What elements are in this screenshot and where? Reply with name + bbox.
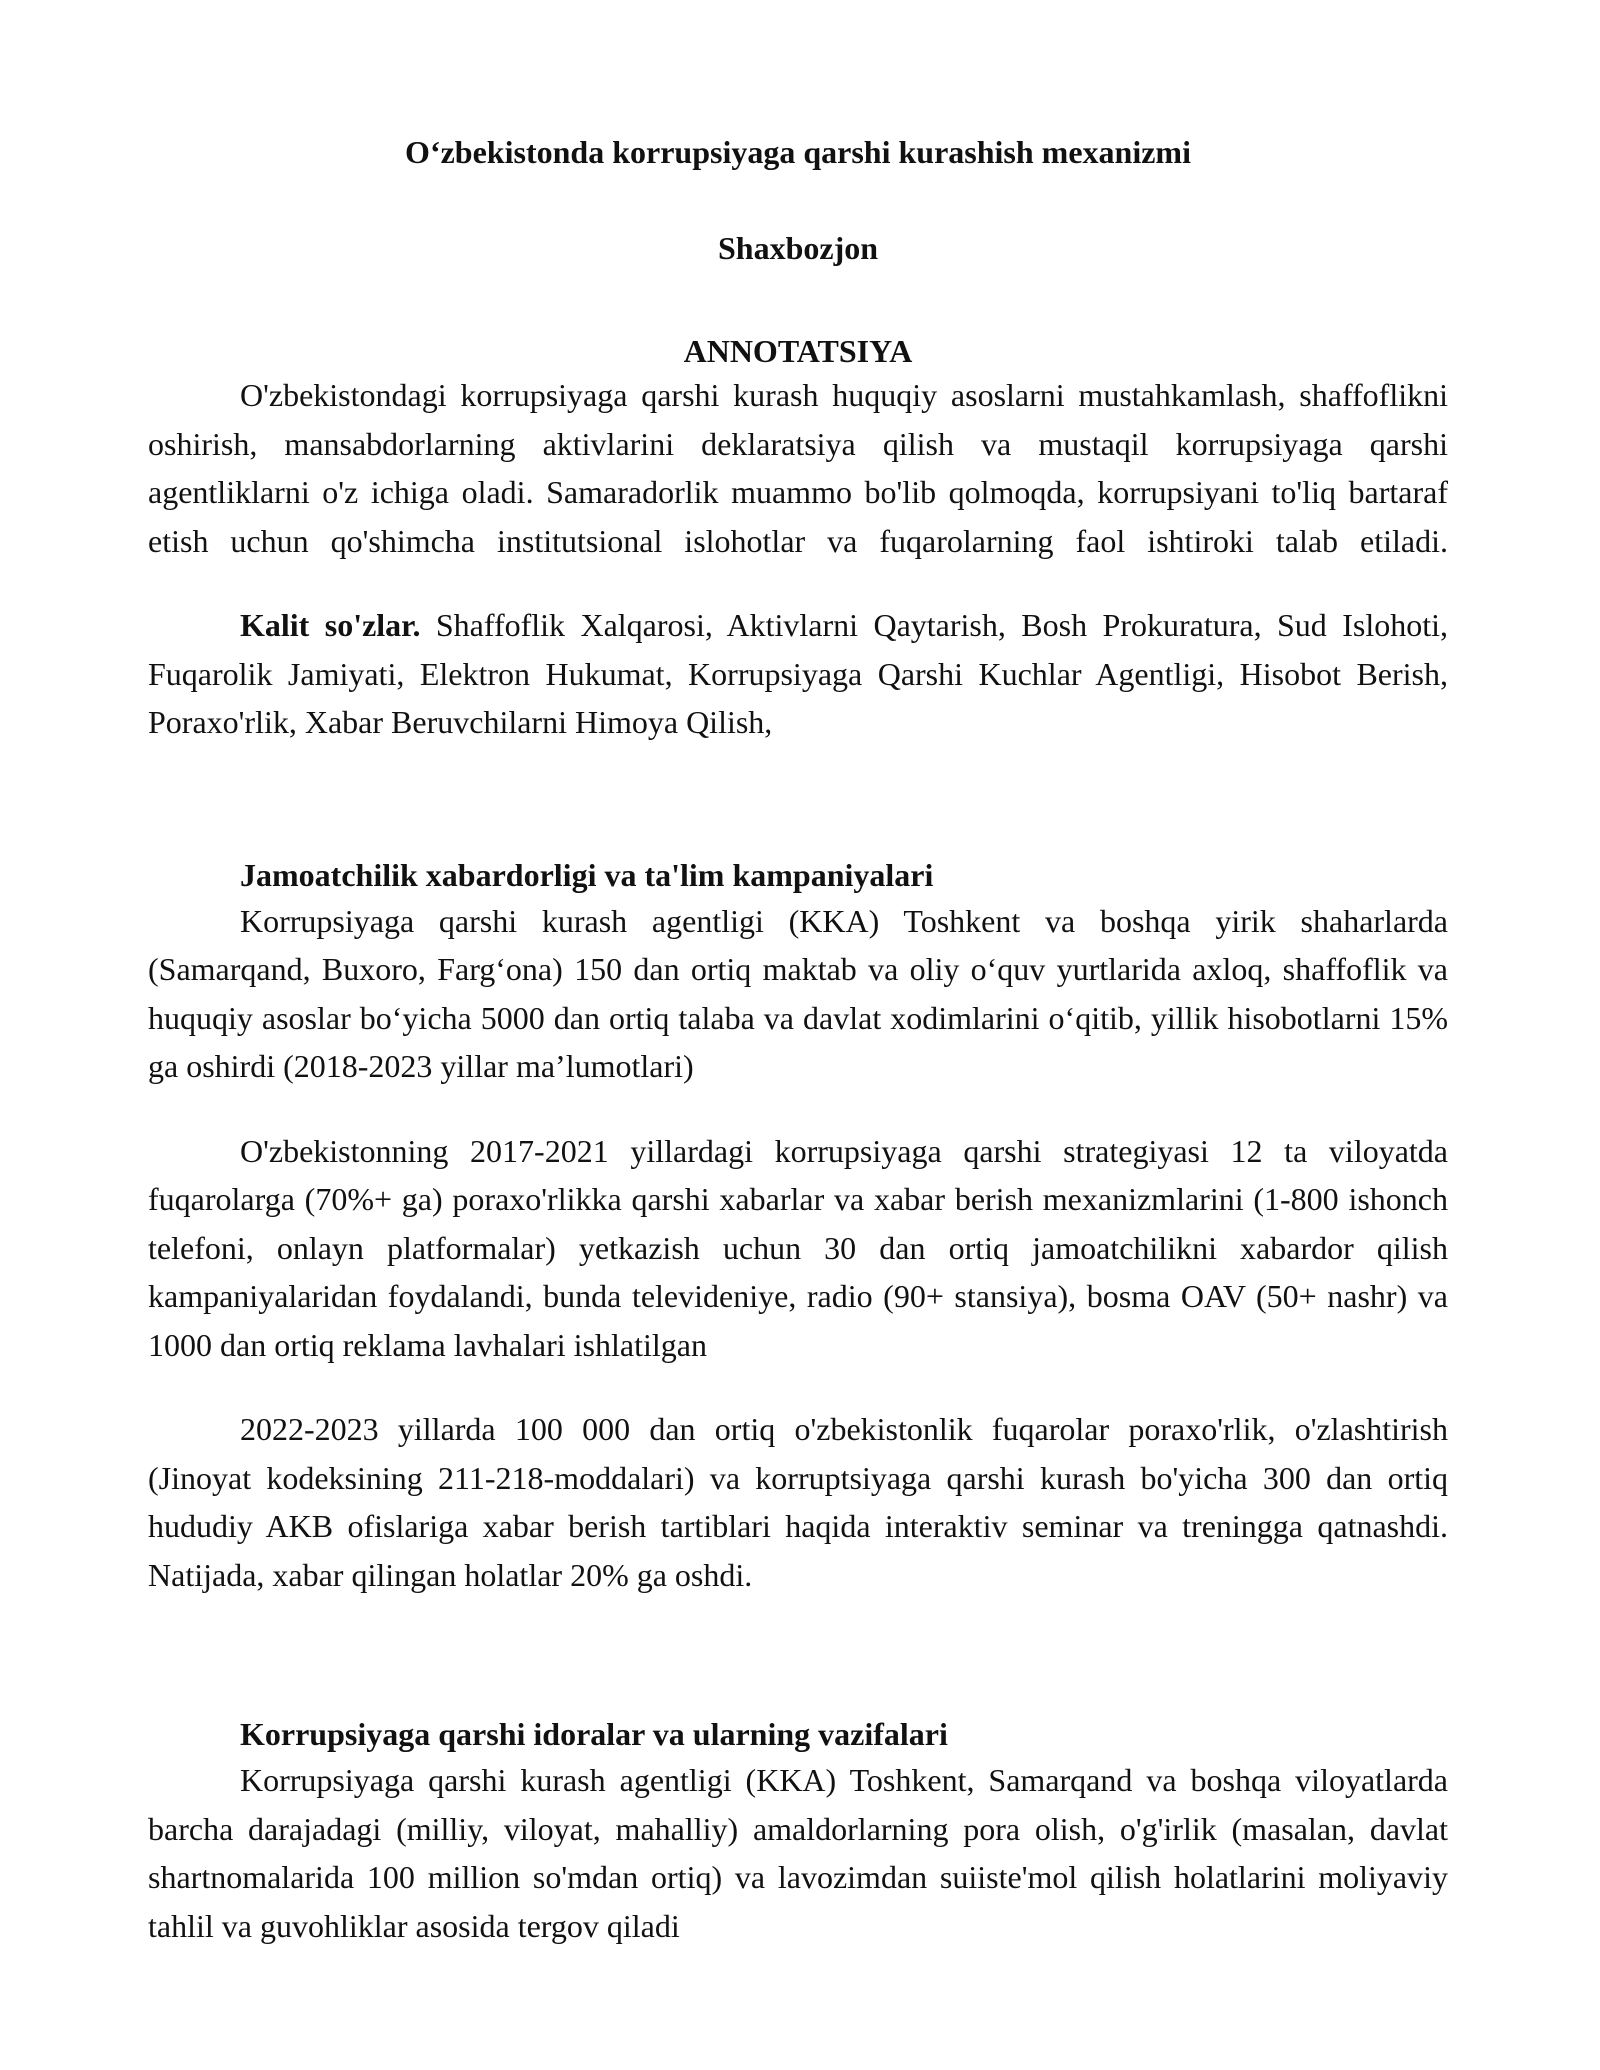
body-paragraph: Korrupsiyaga qarshi kurash agentligi (KKA) Toshkent, Samarqand va boshqa viloyatlarda barcha darajadagi (milliy, viloyat, mahalliy) amaldorlarning pora olish, o'g'irlik (masalan, davlat shartnomalarida 100 million so'mdan ortiq) va lavozimdan suiiste'mol qilish holatlarini moliyaviy tahlil va guvohliklar asosida tergov qiladi xyxy=(148,1762,1448,1944)
keywords-text: Shaffoflik Xalqarosi, Aktivlarni Qaytarish, Bosh Prokuratura, Sud Islohoti, Fuqarolik Jamiyati, Elektron Hukumat, Korrupsiyaga Qarshi Kuchlar Agentligi, Hisobot Berish, Poraxo'rlik, Xabar Beruvchilarni Himoya Qilish, xyxy=(148,607,1449,740)
annotation-heading: ANNOTATSIYA xyxy=(683,333,913,369)
document-title: O‘zbekistonda korrupsiyaga qarshi kurashish mexanizmi xyxy=(405,134,1191,170)
body-paragraph: Korrupsiyaga qarshi kurash agentligi (KKA) Toshkent va boshqa yirik shaharlarda (Samarqand, Buxoro, Farg‘ona) 150 dan ortiq maktab va oliy o‘quv yurtlarida axloq, shaffoflik va huquqiy asoslar bo‘yicha 5000 dan ortiq talaba va davlat xodimlarini o‘qitib, yillik hisobotlarni 15% ga oshirdi (2018-2023 yillar ma’lumotlari) xyxy=(148,902,1448,1084)
keywords-label: Kalit so'zlar. xyxy=(240,607,421,643)
section-heading-awareness: Jamoatchilik xabardorligi va ta'lim kampaniyalari xyxy=(240,856,934,893)
body-paragraph: O'zbekistonning 2017-2021 yillardagi korrupsiyaga qarshi strategiyasi 12 ta viloyatda fuqarolarga (70%+ ga) poraxo'rlikka qarshi xabarlar va xabar berish mexanizmlarini (1-800 ishonch telefoni, onlayn platformalar) yetkazish uchun 30 dan ortiq jamoatchilikni xabardor qilish kampaniyalaridan foydalandi, bunda televideniye, radio (90+ stansiya), bosma OAV (50+ nashr) va 1000 dan ortiq reklama lavhalari ishlatilgan xyxy=(148,1132,1448,1363)
author-name: Shaxbozjon xyxy=(717,230,879,266)
body-paragraph: 2022-2023 yillarda 100 000 dan ortiq o'zbekistonlik fuqarolar poraxo'rlik, o'zlashtirish (Jinoyat kodeksining 211-218-moddalari) va korruptsiyaga qarshi kurash bo'yicha 300 dan ortiq hududiy AKB ofislariga xabar berish tartiblari haqida interaktiv seminar va treningga qatnashdi. Natijada, xabar qilingan holatlar 20% ga oshdi. xyxy=(148,1411,1448,1593)
section-heading-agencies: Korrupsiyaga qarshi idoralar va ularning vazifalari xyxy=(240,1716,948,1752)
document-page xyxy=(148,120,1448,1950)
annotation-paragraph: O'zbekistondagi korrupsiyaga qarshi kurash huquqiy asoslarni mustahkamlash, shaffoflikni oshirish, mansabdorlarning aktivlarini deklaratsiya qilish va mustaqil korrupsiyaga qarshi agentliklarni o'z ichiga oladi. Samaradorlik muammo bo'lib qolmoqda, korrupsiyani to'liq bartaraf etish uchun qo'shimcha institutsional islohotlar va fuqarolarning faol ishtiroki talab etiladi. xyxy=(148,377,1448,559)
keywords-paragraph xyxy=(148,601,1448,747)
